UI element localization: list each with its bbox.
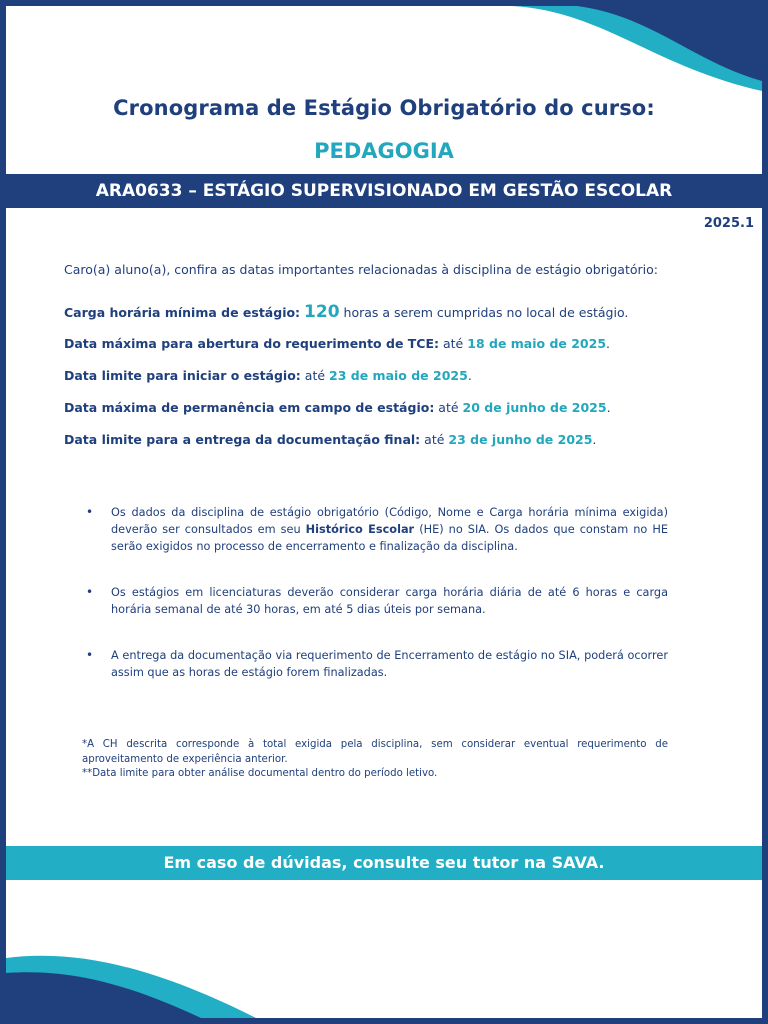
date-row: Data limite para a entrega da documentação final: até 23 de junho de 2025.	[64, 432, 597, 447]
bottom-wave-decoration	[6, 928, 286, 1018]
workload-suffix: horas a serem cumpridas no local de estágio.	[343, 305, 629, 320]
date-prefix: até	[424, 432, 445, 447]
footnotes	[82, 738, 668, 782]
date-prefix: até	[443, 336, 464, 351]
bullet-item	[86, 584, 668, 618]
date-row: Data máxima para abertura do requerimento de TCE: até 18 de maio de 2025.	[64, 336, 611, 351]
help-banner	[6, 846, 762, 880]
footnote: **Data limite para obter análise documental dentro do período letivo.	[82, 768, 438, 779]
bullet-text: A entrega da documentação via requerimento de Encerramento de estágio no SIA, poderá ocorrer assim que as horas de estágio forem finalizadas.	[111, 649, 668, 679]
bullet-bold-text: Histórico Escolar	[305, 523, 415, 536]
page-title: Cronograma de Estágio Obrigatório do curso:	[113, 96, 655, 120]
date-label: Data limite para a entrega da documentação final:	[64, 432, 421, 447]
bullet-text: (HE) no SIA. Os dados que constam no HE serão exigidos no processo de encerramento e finalização da disciplina.	[111, 523, 669, 553]
date-row: Data máxima de permanência em campo de estágio: até 20 de junho de 2025.	[64, 400, 611, 415]
date-label: Data máxima de permanência em campo de estágio:	[64, 400, 435, 415]
date-value: 23 de junho de 2025	[448, 432, 593, 447]
date-label: Data limite para iniciar o estágio:	[64, 368, 301, 383]
footnote: *A CH descrita corresponde à total exigida pela disciplina, sem considerar eventual requerimento de aproveitamento de experiência anterior.	[82, 739, 668, 765]
discipline-title: ARA0633 – ESTÁGIO SUPERVISIONADO EM GESTÃO ESCOLAR	[95, 181, 673, 201]
top-wave-decoration	[482, 6, 762, 106]
info-bullet-list	[86, 504, 668, 710]
bullet-item	[86, 504, 668, 555]
date-row: Data limite para iniciar o estágio: até 23 de maio de 2025.	[64, 368, 472, 383]
bullet-text: Os dados da disciplina de estágio obrigatório (Código, Nome e Carga horária mínima exigida) deverão ser consultados em seu	[111, 506, 668, 536]
bullet-dot-icon: •	[86, 585, 94, 599]
intro-text: Caro(a) aluno(a), confira as datas importantes relacionadas à disciplina de estágio obrigatório:	[64, 262, 658, 277]
workload-row	[64, 302, 724, 322]
bullet-dot-icon: •	[86, 505, 94, 519]
date-label: Data máxima para abertura do requerimento de TCE:	[64, 336, 440, 351]
date-value: 20 de junho de 2025	[462, 400, 607, 415]
bullet-text: Os estágios em licenciaturas deverão considerar carga horária diária de até 6 horas e carga horária semanal de até 30 horas, em até 5 dias úteis por semana.	[111, 586, 668, 616]
bullet-dot-icon: •	[86, 648, 94, 662]
bullet-item	[86, 647, 668, 681]
help-text: Em caso de dúvidas, consulte seu tutor na SAVA.	[163, 853, 605, 872]
date-value: 23 de maio de 2025	[329, 368, 468, 383]
course-name: PEDAGOGIA	[314, 139, 454, 163]
date-prefix: até	[304, 368, 326, 383]
workload-hours: 120	[304, 302, 340, 322]
period-label: 2025.1	[703, 216, 754, 231]
discipline-banner	[6, 174, 762, 208]
document-page	[6, 6, 762, 1018]
workload-label: Carga horária mínima de estágio:	[64, 305, 301, 320]
date-value: 18 de maio de 2025	[467, 336, 607, 351]
date-prefix: até	[438, 400, 459, 415]
